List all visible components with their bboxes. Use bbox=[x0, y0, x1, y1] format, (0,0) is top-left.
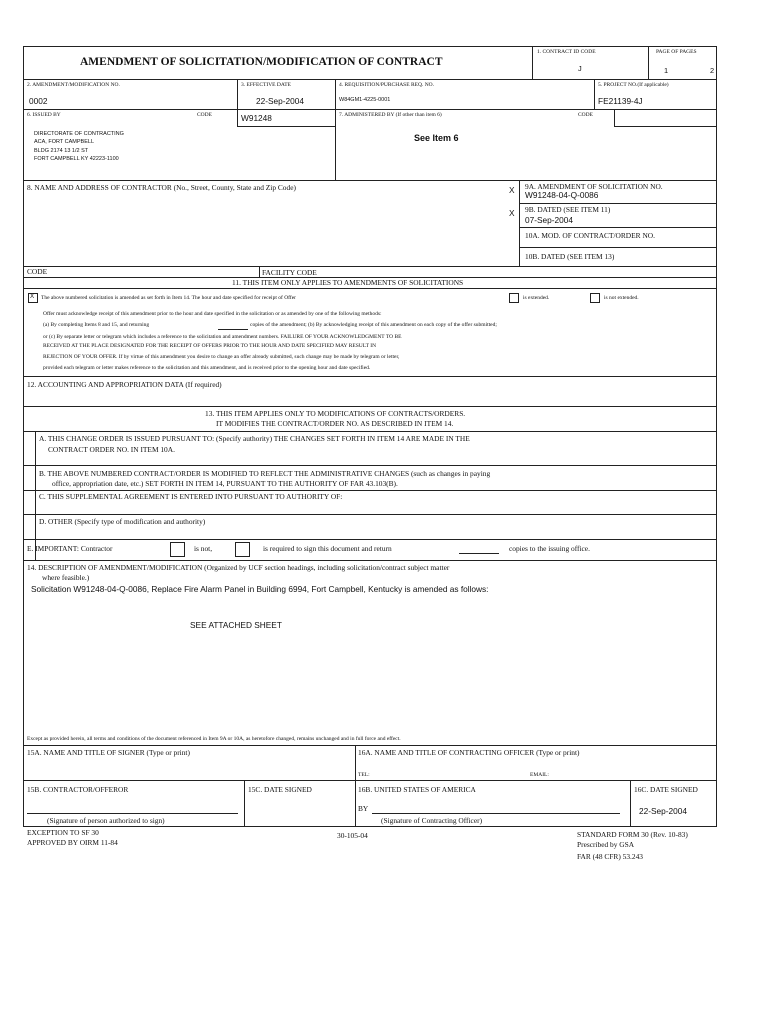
rule bbox=[519, 203, 717, 204]
border-right bbox=[716, 46, 717, 826]
date-signed-15c-label: 15C. DATE SIGNED bbox=[248, 785, 312, 794]
rule bbox=[23, 514, 717, 515]
issued-code-label: CODE bbox=[197, 112, 212, 118]
signer-caption: (Signature of person authorized to sign) bbox=[47, 816, 165, 825]
signer-name-label: 15A. NAME AND TITLE OF SIGNER (Type or print) bbox=[27, 748, 190, 757]
page-total: 2 bbox=[710, 66, 715, 75]
amendment-value: 0002 bbox=[29, 96, 48, 106]
united-states-label: 16B. UNITED STATES OF AMERICA bbox=[358, 785, 476, 794]
rule bbox=[244, 780, 245, 826]
issuer-line: FORT CAMPBELL KY 42223-1100 bbox=[34, 156, 119, 163]
rule bbox=[237, 126, 335, 127]
requisition-label: 4. REQUISITION/PURCHASE REQ. NO. bbox=[339, 82, 435, 88]
label-10a: 10A. MOD. OF CONTRACT/ORDER NO. bbox=[525, 231, 655, 240]
rule bbox=[23, 109, 717, 110]
rule bbox=[237, 79, 238, 109]
contractor-signature-line[interactable] bbox=[27, 813, 238, 814]
rule bbox=[335, 79, 336, 180]
administered-by-label: 7. ADMINISTERED BY (If other than item 6) bbox=[339, 112, 442, 118]
rule bbox=[23, 180, 717, 181]
item13-a-line2: CONTRACT ORDER NO. IN ITEM 10A. bbox=[48, 445, 175, 454]
rule bbox=[23, 560, 717, 561]
issuer-line: BLDG 2174 13 1/2 ST bbox=[34, 147, 89, 154]
rule bbox=[630, 780, 631, 826]
issued-code-value: W91248 bbox=[241, 113, 272, 123]
item11-text: The above numbered solicitation is amended as set forth in Item 14. The hour and date specified for receipt of Offer bbox=[41, 295, 297, 301]
not-extended-checkbox[interactable] bbox=[590, 293, 600, 303]
item14-label: 14. DESCRIPTION OF AMENDMENT/MODIFICATION (Organized by UCF section headings, including solicitation/contract subject matter bbox=[27, 563, 450, 572]
issued-by-label: 6. ISSUED BY bbox=[27, 112, 61, 118]
rule bbox=[23, 376, 717, 377]
issuer-line: ACA, FORT CAMPBELL bbox=[34, 139, 95, 146]
is-required-label: is required to sign this document and return bbox=[263, 544, 392, 553]
exception-note: EXCEPTION TO SF 30 bbox=[27, 828, 99, 837]
item11-line: copies of the amendment; (b) By acknowledging receipt of this amendment on each copy of the offer submitted; bbox=[250, 322, 497, 328]
item14-description: Solicitation W91248-04-Q-0086, Replace Fire Alarm Panel in Building 6994, Fort Campbell, Kentucky is amended as follows: bbox=[31, 584, 489, 594]
project-label: 5. PROJECT NO.(If applicable) bbox=[598, 82, 669, 88]
check-9a: X bbox=[509, 185, 515, 195]
rule bbox=[532, 46, 533, 79]
item13-subheading: IT MODIFIES THE CONTRACT/ORDER NO. AS DESCRIBED IN ITEM 14. bbox=[216, 419, 454, 428]
item11-line: (a) By completing Items 8 and 15, and returning bbox=[43, 322, 150, 328]
officer-signature-line[interactable] bbox=[372, 813, 620, 814]
item11-line: Offer must acknowledge receipt of this amendment prior to the hour and date specified in the solicitation or as amended by one of the following methods: bbox=[43, 311, 382, 317]
form-edition-code: 30-105-04 bbox=[337, 831, 368, 840]
is-not-label: is not, bbox=[194, 544, 213, 553]
rule bbox=[23, 490, 717, 491]
label-9b: 9B. DATED (SEE ITEM 11) bbox=[525, 205, 611, 214]
border-left bbox=[23, 46, 24, 826]
requisition-value: W84GM1-4225-0001 bbox=[339, 97, 391, 103]
is-required-checkbox[interactable] bbox=[235, 542, 250, 557]
rule bbox=[35, 431, 36, 560]
contracting-officer-label: 16A. NAME AND TITLE OF CONTRACTING OFFICER (Type or print) bbox=[358, 748, 580, 757]
see-attached-sheet: SEE ATTACHED SHEET bbox=[190, 620, 282, 630]
item13-b-line2: office, appropriation date, etc.) SET FORTH IN ITEM 14, PURSUANT TO THE AUTHORITY OF FAR 43.103(B). bbox=[52, 479, 398, 488]
effective-date-label: 3. EFFECTIVE DATE bbox=[241, 82, 291, 88]
facility-code-label: FACILITY CODE bbox=[262, 268, 317, 277]
item11-line: RECEIVED AT THE PLACE DESIGNATED FOR THE RECEIPT OF OFFERS PRIOR TO THE HOUR AND DATE SPECIFIED MAY RESULT IN bbox=[43, 343, 377, 349]
copies-return-blank bbox=[459, 553, 499, 554]
rule bbox=[23, 431, 717, 432]
important-label: E. IMPORTANT: Contractor bbox=[27, 544, 113, 553]
rule bbox=[23, 288, 717, 289]
page-number: 1 bbox=[664, 66, 669, 75]
value-9b: 07-Sep-2004 bbox=[525, 215, 573, 225]
rule bbox=[519, 227, 717, 228]
standard-form-id: STANDARD FORM 30 (Rev. 10-83) bbox=[577, 830, 688, 839]
administered-by-value: See Item 6 bbox=[414, 133, 459, 143]
admin-code-label: CODE bbox=[578, 112, 593, 118]
prescribed-by: Prescribed by GSA bbox=[577, 840, 635, 849]
copies-label: copies to the issuing office. bbox=[509, 544, 590, 553]
approved-note: APPROVED BY OIRM 11-84 bbox=[27, 838, 118, 847]
date-16c-value: 22-Sep-2004 bbox=[639, 806, 687, 816]
item11-line: REJECTION OF YOUR OFFER. If by virtue of this amendment you desire to change an offer already submitted, such change may be made by telegram or letter, bbox=[43, 354, 400, 360]
contractor-code-label: CODE bbox=[27, 267, 48, 276]
rule bbox=[237, 109, 238, 126]
rule bbox=[614, 109, 615, 126]
label-10b: 10B. DATED (SEE ITEM 13) bbox=[525, 252, 615, 261]
issuer-line: DIRECTORATE OF CONTRACTING bbox=[34, 131, 124, 137]
rule bbox=[23, 79, 717, 80]
item13-heading: 13. THIS ITEM APPLIES ONLY TO MODIFICATIONS OF CONTRACTS/ORDERS. bbox=[205, 409, 466, 418]
rule bbox=[23, 46, 717, 47]
extended-label: is extended. bbox=[523, 295, 550, 301]
item11-line: provided each telegram or letter makes reference to the solicitation and this amendment, and is received prior to the opening hour and date specified. bbox=[43, 365, 371, 371]
extended-checkbox[interactable] bbox=[509, 293, 519, 303]
project-value: FE21139-4J bbox=[598, 96, 643, 106]
item14-label-cont: where feasible.) bbox=[42, 573, 90, 582]
item13-a-line1: A. THIS CHANGE ORDER IS ISSUED PURSUANT TO: (Specify authority) THE CHANGES SET FORTH IN ITEM 14 ARE MADE IN THE bbox=[39, 434, 470, 443]
by-label: BY bbox=[358, 804, 369, 813]
contractor-label: 8. NAME AND ADDRESS OF CONTRACTOR (No., Street, County, State and Zip Code) bbox=[27, 183, 296, 192]
email-label: EMAIL: bbox=[530, 772, 549, 778]
issuer-address bbox=[34, 130, 124, 164]
rule bbox=[23, 826, 717, 827]
value-9a: W91248-04-Q-0086 bbox=[525, 190, 599, 200]
item13-d: D. OTHER (Specify type of modification and authority) bbox=[39, 517, 206, 526]
tel-label: TEL: bbox=[358, 772, 370, 778]
rule bbox=[648, 46, 649, 79]
rule bbox=[355, 745, 356, 826]
item11-heading: 11. THIS ITEM ONLY APPLIES TO AMENDMENTS OF SOLICITATIONS bbox=[232, 278, 464, 287]
item13-c: C. THIS SUPPLEMENTAL AGREEMENT IS ENTERED INTO PURSUANT TO AUTHORITY OF: bbox=[39, 492, 343, 501]
contractor-offeror-label: 15B. CONTRACTOR/OFFEROR bbox=[27, 785, 129, 794]
item11-line: or (c) By separate letter or telegram which includes a reference to the solicitation and amendment numbers. FAILURE OF YOUR ACKNOWLEDGMENT TO BE bbox=[43, 334, 402, 340]
rule bbox=[23, 539, 717, 540]
item13-b-line1: B. THE ABOVE NUMBERED CONTRACT/ORDER IS MODIFIED TO REFLECT THE ADMINISTRATIVE CHANGES (such as changes in paying bbox=[39, 469, 491, 478]
except-clause: Except as provided herein, all terms and conditions of the document referenced in Item 9A or 10A, as heretofore changed, remains unchanged and in full force and effect. bbox=[27, 736, 401, 742]
form-title: AMENDMENT OF SOLICITATION/MODIFICATION OF CONTRACT bbox=[80, 56, 443, 68]
copies-blank bbox=[218, 329, 248, 330]
label-9a: 9A. AMENDMENT OF SOLICITATION NO. bbox=[525, 182, 663, 191]
rule bbox=[23, 465, 717, 466]
rule bbox=[519, 247, 717, 248]
rule bbox=[23, 780, 717, 781]
rule bbox=[23, 745, 717, 746]
contract-id-label: 1. CONTRACT ID CODE bbox=[537, 49, 596, 55]
amendment-label: 2. AMENDMENT/MODIFICATION NO. bbox=[27, 82, 120, 88]
is-not-checkbox[interactable] bbox=[170, 542, 185, 557]
contract-id-value: J bbox=[578, 64, 582, 73]
rule bbox=[594, 79, 595, 109]
date-signed-16c-label: 16C. DATE SIGNED bbox=[634, 785, 698, 794]
rule bbox=[23, 406, 717, 407]
officer-caption: (Signature of Contracting Officer) bbox=[381, 816, 483, 825]
rule bbox=[23, 266, 717, 267]
item12-label: 12. ACCOUNTING AND APPROPRIATION DATA (If required) bbox=[27, 380, 222, 389]
not-extended-label: is not extended. bbox=[604, 295, 639, 301]
check-9b: X bbox=[509, 208, 515, 218]
rule bbox=[519, 180, 520, 266]
item11-check-mark: X bbox=[30, 293, 35, 300]
rule bbox=[259, 266, 260, 277]
page-of-pages-label: PAGE OF PAGES bbox=[656, 49, 697, 55]
far-reference: FAR (48 CFR) 53.243 bbox=[577, 852, 643, 861]
rule bbox=[614, 126, 716, 127]
effective-date-value: 22-Sep-2004 bbox=[256, 96, 304, 106]
